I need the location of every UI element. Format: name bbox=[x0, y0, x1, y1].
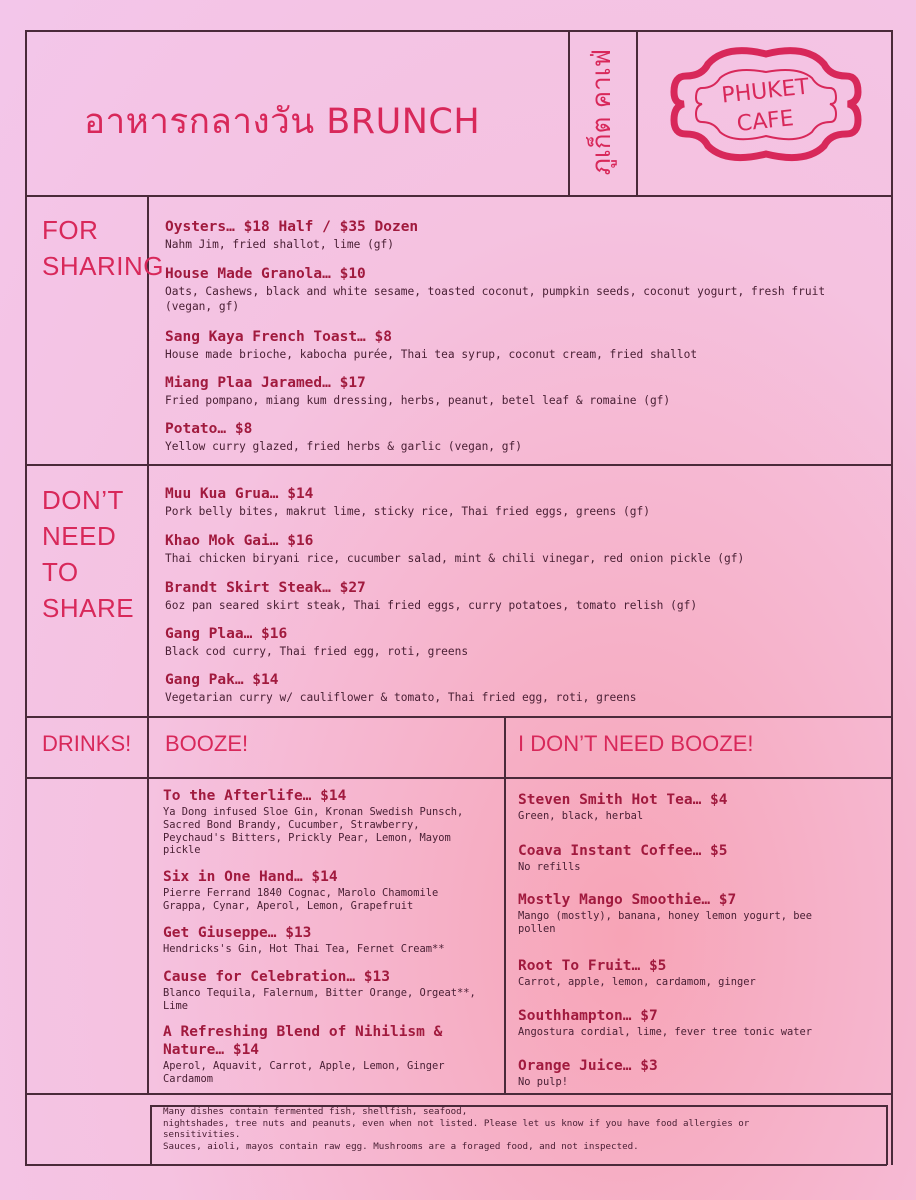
menu-item bbox=[165, 579, 875, 613]
item-desc: Blanco Tequila, Falernum, Bitter Orange, Orgeat**, Lime bbox=[163, 987, 476, 1012]
item-desc: Oats, Cashews, black and white sesame, toasted coconut, pumpkin seeds, coconut yogurt, fresh fruit (vegan, gf) bbox=[165, 285, 826, 313]
booze-heading: BOOZE! bbox=[165, 731, 249, 756]
no-booze-heading: I DON’T NEED BOOZE! bbox=[518, 731, 754, 756]
drink-item bbox=[518, 791, 873, 823]
label-column-divider bbox=[147, 195, 149, 1093]
item-desc: No pulp! bbox=[518, 1076, 569, 1088]
section-label-dont-need-to-share bbox=[42, 482, 134, 626]
item-name: Orange Juice… $3 bbox=[518, 1058, 658, 1074]
item-desc: Fried pompano, miang kum dressing, herbs, peanut, betel leaf & romaine (gf) bbox=[165, 394, 671, 407]
drinks-heading-divider bbox=[25, 777, 893, 779]
item-desc: Thai chicken biryani rice, cucumber salad, mint & chili vinegar, red onion pickle (gf) bbox=[165, 552, 745, 565]
logo-text-line1: PHUKET bbox=[720, 74, 811, 109]
menu-item bbox=[165, 532, 875, 566]
item-desc: Mango (mostly), banana, honey lemon yogurt, bee pollen bbox=[518, 910, 813, 935]
header-divider bbox=[25, 195, 893, 197]
note-line: nightshades, tree nuts and peanuts, even when not listed. Please let us know if you have food allergies or bbox=[163, 1117, 750, 1129]
menu-item bbox=[165, 485, 875, 519]
item-name: Gang Plaa… $16 bbox=[165, 626, 288, 642]
thai-cafe-name bbox=[572, 32, 630, 192]
drinks-label: DRINKS! bbox=[42, 731, 132, 756]
section-divider-1 bbox=[25, 464, 893, 466]
item-name: Steven Smith Hot Tea… $4 bbox=[518, 792, 728, 808]
item-name: Potato… $8 bbox=[165, 421, 253, 437]
item-name: Coava Instant Coffee… $5 bbox=[518, 843, 728, 859]
page-title: อาหารกลางวัน BRUNCH bbox=[84, 102, 481, 142]
item-name: Get Giuseppe… $13 bbox=[163, 925, 312, 941]
logo-text-line2: CAFE bbox=[735, 106, 795, 137]
item-name: Oysters… $18 Half / $35 Dozen bbox=[165, 219, 419, 235]
item-name: Sang Kaya French Toast… $8 bbox=[165, 329, 392, 345]
item-name: Muu Kua Grua… $14 bbox=[165, 486, 314, 502]
menu-item bbox=[165, 265, 865, 314]
note-line: Sauces, aioli, mayos contain raw egg. Mushrooms are a foraged food, and not inspected. bbox=[163, 1140, 639, 1152]
drink-item bbox=[518, 1057, 873, 1089]
drink-item bbox=[518, 957, 873, 989]
drinks-column-divider bbox=[504, 716, 506, 1094]
item-desc: Carrot, apple, lemon, cardamom, ginger bbox=[518, 976, 756, 988]
label-line: SHARE bbox=[42, 593, 135, 623]
header-vsep-1 bbox=[568, 30, 570, 196]
item-name: Root To Fruit… $5 bbox=[518, 958, 667, 974]
menu-item bbox=[165, 671, 875, 705]
menu-item bbox=[165, 374, 865, 408]
menu-item bbox=[165, 218, 865, 252]
label-line: FOR bbox=[42, 215, 99, 245]
frame-left bbox=[25, 30, 27, 1165]
item-desc: Pork belly bites, makrut lime, sticky rice, Thai fried eggs, greens (gf) bbox=[165, 505, 650, 518]
allergy-note bbox=[163, 1106, 883, 1152]
item-desc: House made brioche, kabocha purée, Thai tea syrup, coconut cream, fried shallot bbox=[165, 348, 698, 361]
drink-item bbox=[163, 1023, 488, 1086]
section-divider-2 bbox=[25, 716, 893, 718]
item-name: Khao Mok Gai… $16 bbox=[165, 533, 314, 549]
item-name: Mostly Mango Smoothie… $7 bbox=[518, 892, 737, 908]
item-name: Cause for Celebration… $13 bbox=[163, 969, 390, 985]
item-desc: Nahm Jim, fried shallot, lime (gf) bbox=[165, 238, 395, 251]
note-line: Many dishes contain fermented fish, shellfish, seafood, bbox=[163, 1106, 468, 1117]
drink-item bbox=[163, 968, 488, 1013]
label-line: SHARING bbox=[42, 251, 164, 281]
phuket-cafe-logo bbox=[668, 36, 864, 172]
item-name: Miang Plaa Jaramed… $17 bbox=[165, 375, 366, 391]
drink-item bbox=[518, 891, 828, 936]
item-desc: Aperol, Aquavit, Carrot, Apple, Lemon, Ginger Cardamom bbox=[163, 1060, 445, 1085]
item-name: House Made Granola… $10 bbox=[165, 266, 366, 282]
item-desc: No refills bbox=[518, 861, 581, 873]
drink-item bbox=[163, 868, 488, 913]
item-name: Southhampton… $7 bbox=[518, 1008, 658, 1024]
footer-inner-left bbox=[150, 1105, 152, 1165]
section-label-for-sharing bbox=[42, 212, 164, 284]
frame-top bbox=[25, 30, 893, 32]
frame-bottom bbox=[25, 1164, 887, 1166]
header-vsep-2 bbox=[636, 30, 638, 196]
item-desc: Vegetarian curry w/ cauliflower & tomato, Thai fried egg, roti, greens bbox=[165, 691, 637, 704]
footer-inner-right bbox=[886, 1105, 888, 1165]
item-desc: 6oz pan seared skirt steak, Thai fried eggs, curry potatoes, tomato relish (gf) bbox=[165, 599, 698, 612]
drink-item bbox=[518, 842, 873, 874]
item-desc: Black cod curry, Thai fried egg, roti, greens bbox=[165, 645, 469, 658]
item-name: Gang Pak… $14 bbox=[165, 672, 279, 688]
item-desc: Pierre Ferrand 1840 Cognac, Marolo Chamomile Grappa, Cynar, Aperol, Lemon, Grapefruit bbox=[163, 887, 439, 912]
label-line: DON’T bbox=[42, 485, 124, 515]
drink-item bbox=[518, 1007, 873, 1039]
menu-item bbox=[165, 328, 865, 362]
drink-item bbox=[163, 787, 488, 857]
label-line: TO bbox=[42, 557, 79, 587]
menu-item bbox=[165, 420, 865, 454]
label-line: NEED bbox=[42, 521, 117, 551]
frame-right bbox=[891, 30, 893, 1165]
item-desc: Hendricks's Gin, Hot Thai Tea, Fernet Cream** bbox=[163, 943, 445, 955]
item-name: To the Afterlife… $14 bbox=[163, 788, 347, 804]
item-desc: Angostura cordial, lime, fever tree tonic water bbox=[518, 1026, 813, 1038]
drink-item bbox=[163, 924, 488, 956]
thai-cafe-name-text: ภูเก็ต คาเฟ่ bbox=[586, 48, 617, 176]
menu-item bbox=[165, 625, 875, 659]
item-name: Brandt Skirt Steak… $27 bbox=[165, 580, 366, 596]
item-name: Six in One Hand… $14 bbox=[163, 869, 338, 885]
item-desc: Ya Dong infused Sloe Gin, Kronan Swedish Punsch, Sacred Bond Brandy, Cucumber, Strawberry, Peychaud's Bitters, Prickly Pear, Lemon, Mayom pickle bbox=[163, 806, 464, 857]
note-line: sensitivities. bbox=[163, 1129, 241, 1140]
footer-divider bbox=[25, 1093, 893, 1095]
item-desc: Yellow curry glazed, fried herbs & garlic (vegan, gf) bbox=[165, 440, 522, 453]
item-name: A Refreshing Blend of Nihilism & Nature… $14 bbox=[163, 1024, 443, 1058]
item-desc: Green, black, herbal bbox=[518, 810, 644, 822]
